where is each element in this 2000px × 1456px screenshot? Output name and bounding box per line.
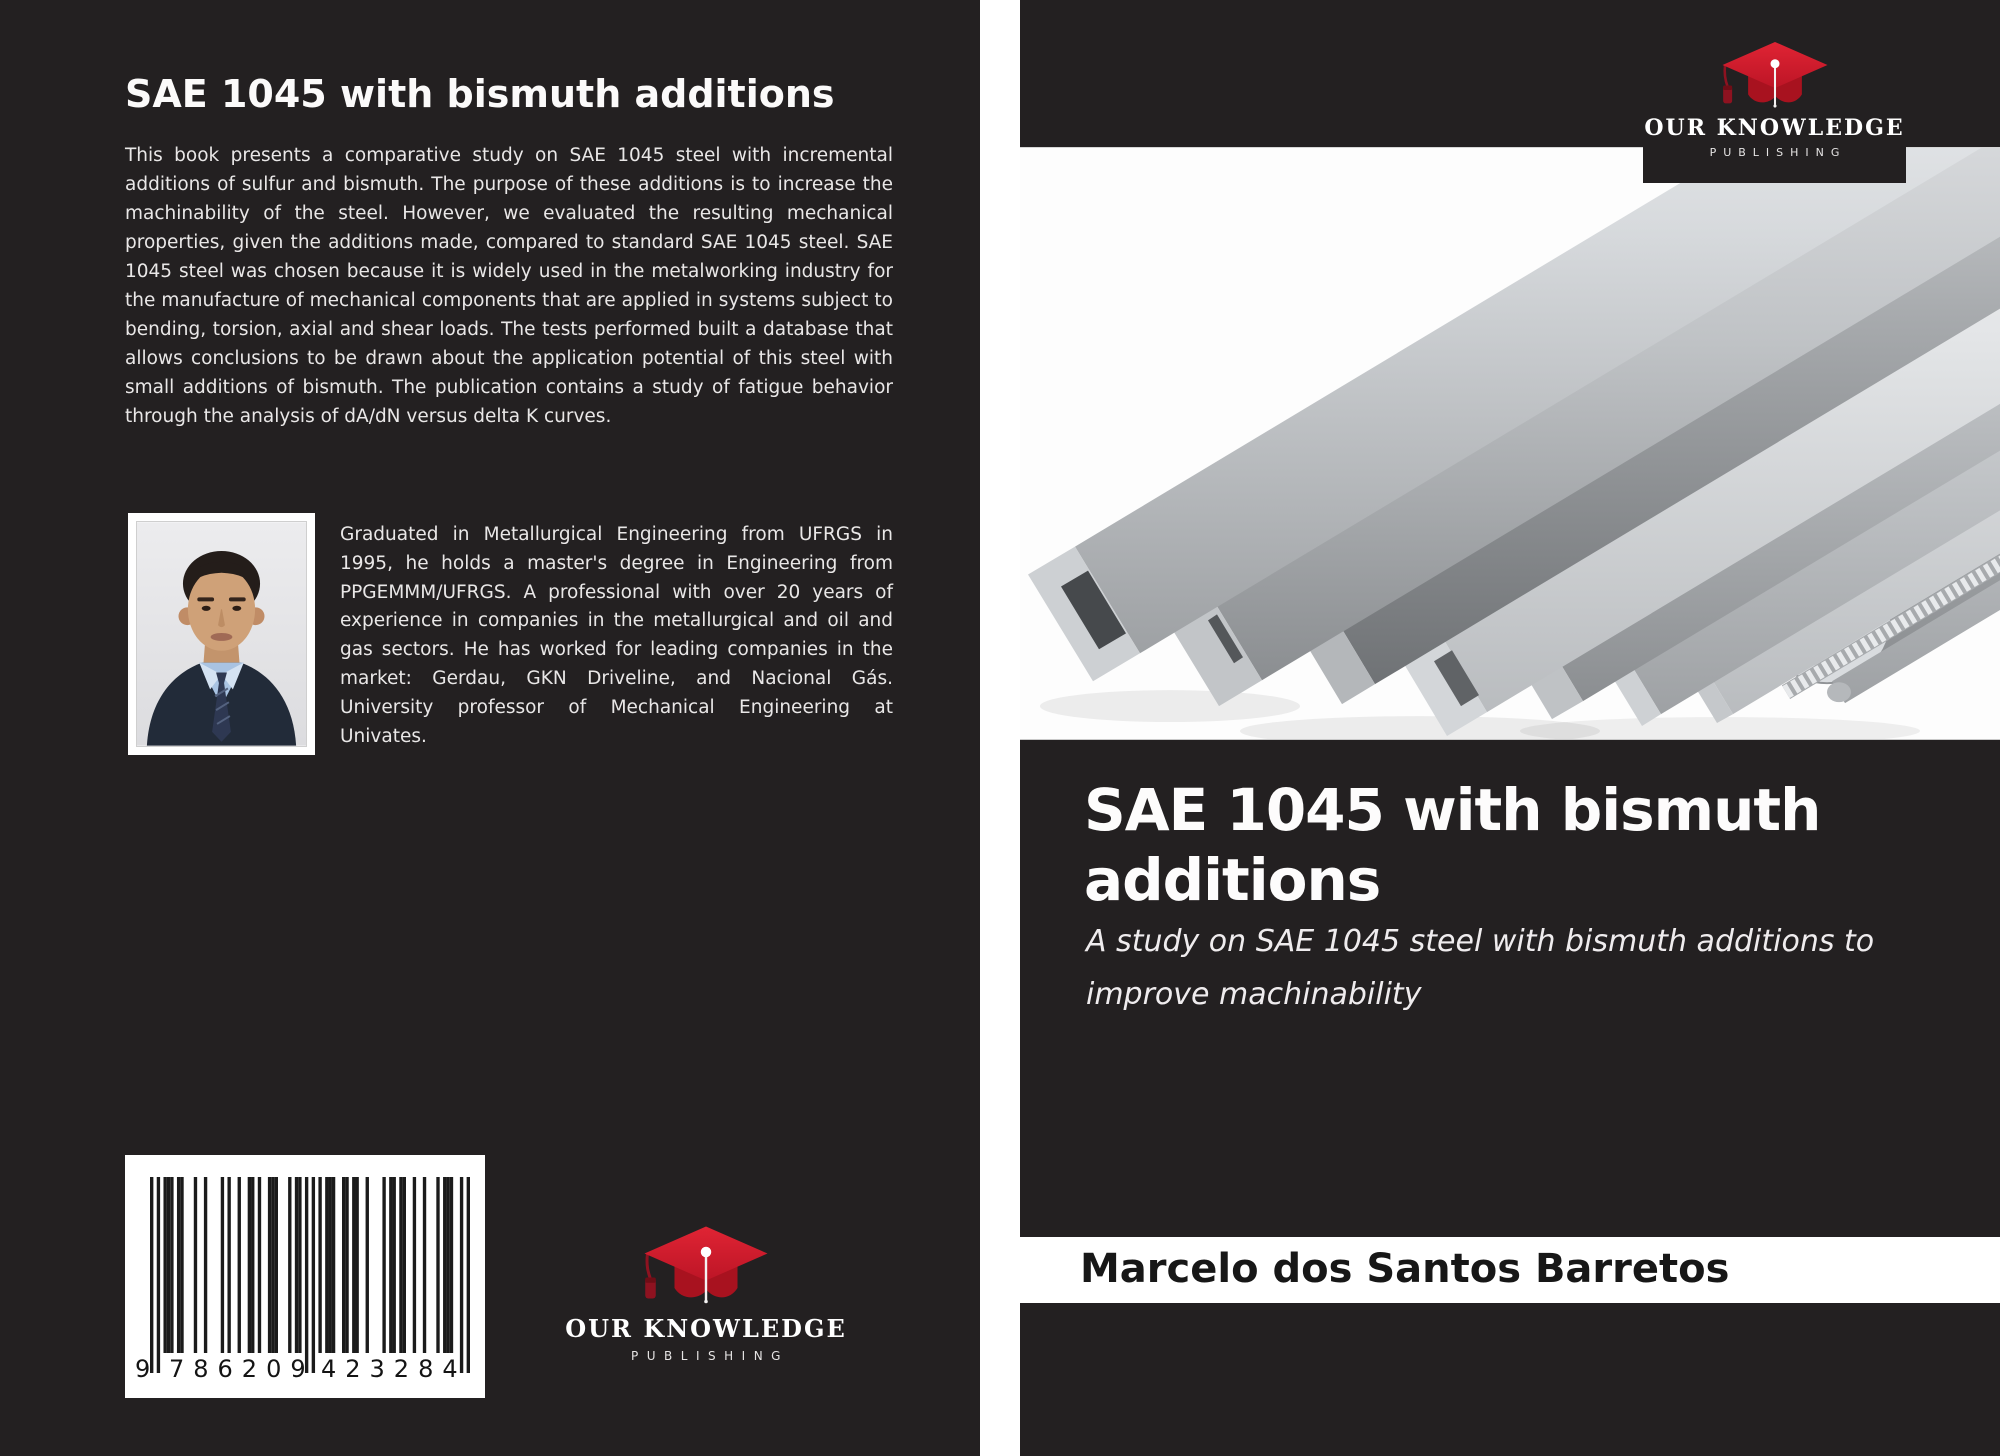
publisher-logo-front	[1643, 38, 1906, 159]
steel-profiles-illustration	[1020, 148, 2000, 739]
front-cover	[1020, 0, 2000, 1456]
publisher-logo-box	[1643, 0, 1906, 183]
author-name: Marcelo dos Santos Barretos	[1080, 1246, 1730, 1292]
author-bio: Graduated in Metallurgical Engineering from UFRGS in 1995, he holds a master's degree in Engineering from PPGEMMM/UFRGS. A professional with over 20 years of experience in companies in the metallurgical and oil and gas sectors. He has worked for leading companies in the market: Gerdau, GKN Driveline, and Nacional Gás. University professor of Mechanical Engineering at Univates.	[340, 524, 893, 747]
author-strip	[980, 1237, 2000, 1303]
publisher-name: OUR KNOWLEDGE	[1644, 115, 1905, 141]
front-subtitle	[1086, 915, 1886, 1021]
author-portrait-illustration	[136, 521, 307, 747]
front-subtitle-line1: A study on SAE 1045 steel with bismuth additions to	[1086, 924, 1875, 959]
publisher-name: OUR KNOWLEDGE	[565, 1314, 847, 1343]
publisher-tagline: PUBLISHING	[631, 1349, 789, 1363]
front-title	[1084, 775, 1884, 915]
isbn-group1: 786209	[169, 1355, 315, 1383]
barcode-bars	[150, 1177, 470, 1373]
isbn-group2: 423284	[321, 1355, 467, 1383]
isbn-digits	[125, 1355, 485, 1385]
back-cover-title: SAE 1045 with bismuth additions	[125, 72, 835, 116]
back-cover	[0, 0, 980, 1456]
isbn-lead-digit: 9	[135, 1355, 151, 1383]
back-cover-blurb: This book presents a comparative study on SAE 1045 steel with incremental additions of sulfur and bismuth. The purpose of these additions is to increase the machinability of the steel. However, we evaluated the resulting mechanical properties, given the additions made, compared to standard SAE 1045 steel. SAE 1045 steel was chosen because it is widely used in the metalworking industry for the manufacture of mechanical components that are applied in systems subject to bending, torsion, axial and shear loads. The tests performed built a database that allows conclusions to be drawn about the application potential of this steel with small additions of bismuth. The publication contains a study of fatigue behavior through the analysis of dA/dN versus delta K curves.	[125, 145, 893, 427]
steel-profiles-image	[1020, 147, 2000, 740]
front-title-line2: additions	[1084, 846, 1381, 914]
barcode	[125, 1155, 485, 1398]
publisher-logo-back	[526, 1222, 886, 1363]
publisher-tagline: PUBLISHING	[1709, 146, 1847, 159]
graduation-cap-icon	[631, 1222, 781, 1312]
front-title-line1: SAE 1045 with bismuth	[1084, 776, 1821, 844]
front-subtitle-line2: improve machinability	[1086, 977, 1422, 1012]
graduation-cap-icon	[1711, 38, 1839, 115]
author-photo	[128, 513, 315, 755]
